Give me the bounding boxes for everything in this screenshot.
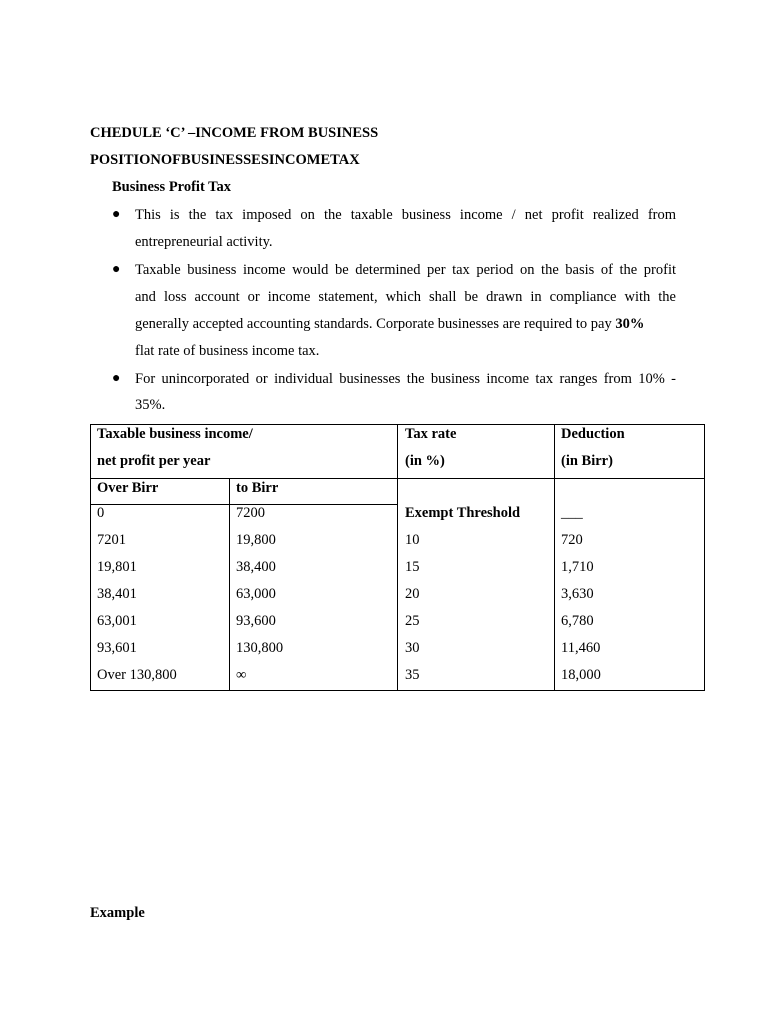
- cell-over: 0: [97, 505, 105, 521]
- cell-to: 38,400: [236, 559, 276, 575]
- corporate-rate-value: 30%: [615, 316, 645, 332]
- table-border-right: [704, 424, 705, 691]
- cell-over: 19,801: [97, 559, 137, 575]
- header-tax-rate: Tax rate: [405, 426, 457, 442]
- cell-rate: 15: [405, 559, 420, 575]
- cell-rate: 20: [405, 586, 420, 602]
- header-tax-rate-unit: (in %): [405, 453, 445, 469]
- cell-to: ∞: [236, 667, 247, 683]
- bullet-text-segment: generally accepted accounting standards. Corporate businesses are required to pay: [135, 316, 612, 332]
- cell-over: 93,601: [97, 640, 137, 656]
- header-deduction: Deduction: [561, 426, 625, 442]
- cell-deduction: 18,000: [561, 667, 601, 683]
- bullet-text-line: flat rate of business income tax.: [135, 343, 320, 359]
- header-deduction-unit: (in Birr): [561, 453, 613, 469]
- subheading-business-profit-tax: Business Profit Tax: [112, 179, 231, 195]
- table-divider-over-to: [229, 478, 230, 691]
- heading-schedule-c: CHEDULE ‘C’ –INCOME FROM BUSINESS: [90, 125, 379, 141]
- bullet-text-line: and loss account or income statement, which shall be drawn in compliance with the: [135, 289, 676, 305]
- cell-to: 19,800: [236, 532, 276, 548]
- example-label: Example: [90, 905, 145, 921]
- cell-to: 93,600: [236, 613, 276, 629]
- cell-to: 7200: [236, 505, 265, 521]
- table-border-left: [90, 424, 91, 691]
- bullet-text-line: entrepreneurial activity.: [135, 234, 273, 250]
- heading-position: POSITIONOFBUSINESSESINCOMETAX: [90, 152, 360, 168]
- cell-deduction: 6,780: [561, 613, 594, 629]
- bullet-dot-icon: ●: [112, 262, 121, 277]
- bullet-dot-icon: ●: [112, 371, 121, 386]
- cell-rate: Exempt Threshold: [405, 505, 521, 521]
- cell-deduction: 1,710: [561, 559, 594, 575]
- cell-deduction: 11,460: [561, 640, 601, 656]
- header-income: Taxable business income/: [97, 426, 253, 442]
- table-divider-deduction: [554, 424, 555, 691]
- cell-deduction: 3,630: [561, 586, 594, 602]
- table-divider-rate: [397, 424, 398, 691]
- cell-to: 63,000: [236, 586, 276, 602]
- bullet-text-line: This is the tax imposed on the taxable business income / net profit realized from: [135, 207, 676, 223]
- subheader-to-birr: to Birr: [236, 480, 279, 496]
- cell-deduction: 720: [561, 532, 583, 548]
- cell-over: 7201: [97, 532, 126, 548]
- table-header-rule: [90, 478, 705, 479]
- cell-rate: 35: [405, 667, 420, 683]
- cell-rate: 10: [405, 532, 420, 548]
- cell-rate: 30: [405, 640, 420, 656]
- bullet-text-line: 35%.: [135, 397, 166, 413]
- cell-deduction: ___: [561, 505, 583, 521]
- bullet-text-line: [135, 316, 676, 333]
- subheader-over-birr: Over Birr: [97, 480, 159, 496]
- cell-over: Over 130,800: [97, 667, 177, 683]
- cell-over: 63,001: [97, 613, 137, 629]
- bullet-text-line: Taxable business income would be determined per tax period on the basis of the profit: [135, 262, 676, 278]
- bullet-dot-icon: ●: [112, 207, 121, 222]
- cell-rate: 25: [405, 613, 420, 629]
- bullet-text-line: For unincorporated or individual businesses the business income tax ranges from 10% -: [135, 371, 676, 387]
- cell-over: 38,401: [97, 586, 137, 602]
- tax-rate-table: [90, 424, 705, 691]
- cell-to: 130,800: [236, 640, 284, 656]
- header-income-sub: net profit per year: [97, 453, 211, 469]
